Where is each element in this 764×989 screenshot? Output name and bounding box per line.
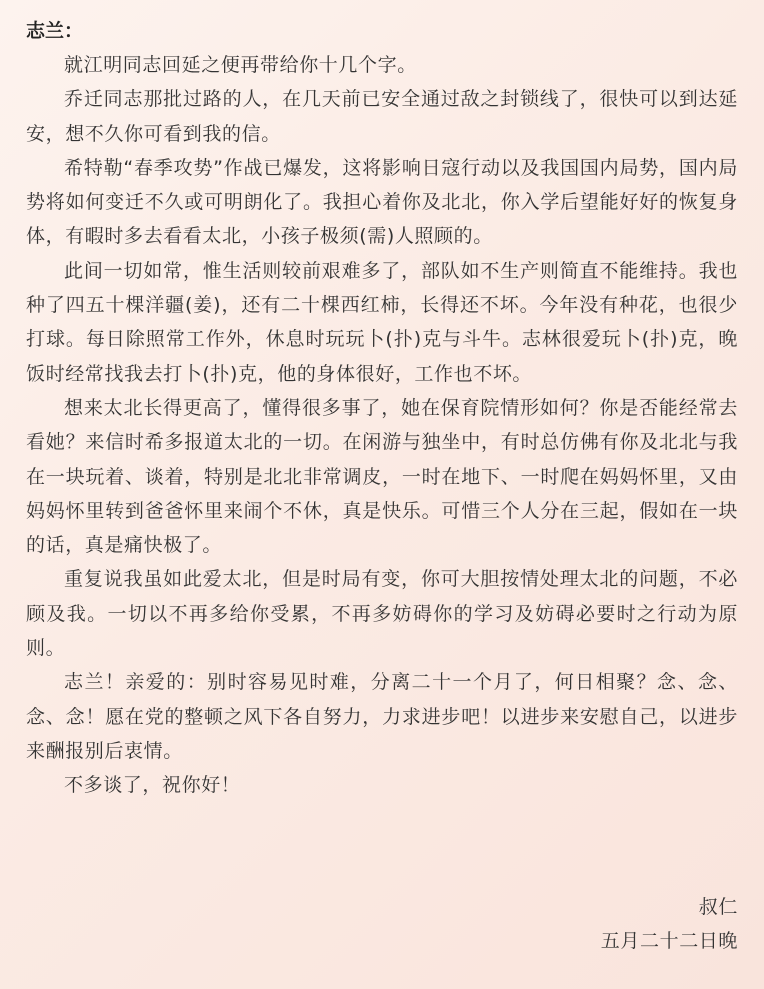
letter-paragraph: 乔迁同志那批过路的人，在几天前已安全通过敌之封锁线了，很快可以到达延安，想不久你可看到我的信。 [26,88,738,145]
signature-date: 五月二十二日晚 [600,930,738,952]
letter-paragraph: 不多谈了，祝你好！ [64,774,241,797]
letter-paragraph: 重复说我虽如此爱太北，但是时局有变，你可大胆按情处理太北的问题，不必顾及我。一切以不再多给你受累，不再多妨碍你的学习及妨碍必要时之行动为原则。 [26,568,738,660]
letter-salutation: 志兰： [26,20,84,42]
letter-paragraph: 希特勒“春季攻势”作战已爆发，这将影响日寇行动以及我国国内局势，国内局势将如何变迁不久或可明朗化了。我担心着你及北北，你入学后望能好好的恢复身体，有暇时多去看看太北，小孩子极须(需)人照顾的。 [26,156,738,248]
signature-name: 叔仁 [698,896,738,918]
letter-paragraph: 想来太北长得更高了，懂得很多事了，她在保育院情形如何？你是否能经常去看她？来信时希多报道太北的一切。在闲游与独坐中，有时总仿佛有你及北北与我在一块玩着、谈着，特别是北北非常调皮，一时在地下、一时爬在妈妈怀里，又由妈妈怀里转到爸爸怀里来闹个不休，真是快乐。可惜三个人分在三起，假如在一块的话，真是痛快极了。 [26,396,738,557]
letter-paragraph: 就江明同志回延之便再带给你十几个字。 [64,54,417,76]
letter-paragraph: 志兰！亲爱的：别时容易见时难，分离二十一个月了，何日相聚？念、念、念、念！愿在党的整顿之风下各自努力，力求进步吧！以进步来安慰自己，以进步来酬报别后衷情。 [26,671,738,762]
letter-paragraph: 此间一切如常，惟生活则较前艰难多了，部队如不生产则简直不能维持。我也种了四五十棵洋疆(姜)，还有二十棵西红柿，长得还不坏。今年没有种花，也很少打球。每日除照常工作外，休息时玩玩卜(扑)克与斗牛。志林很爱玩卜(扑)克，晚饭时经常找我去打卜(扑)克，他的身体很好，工作也不坏。 [26,259,738,385]
letter-signature [601,890,738,958]
